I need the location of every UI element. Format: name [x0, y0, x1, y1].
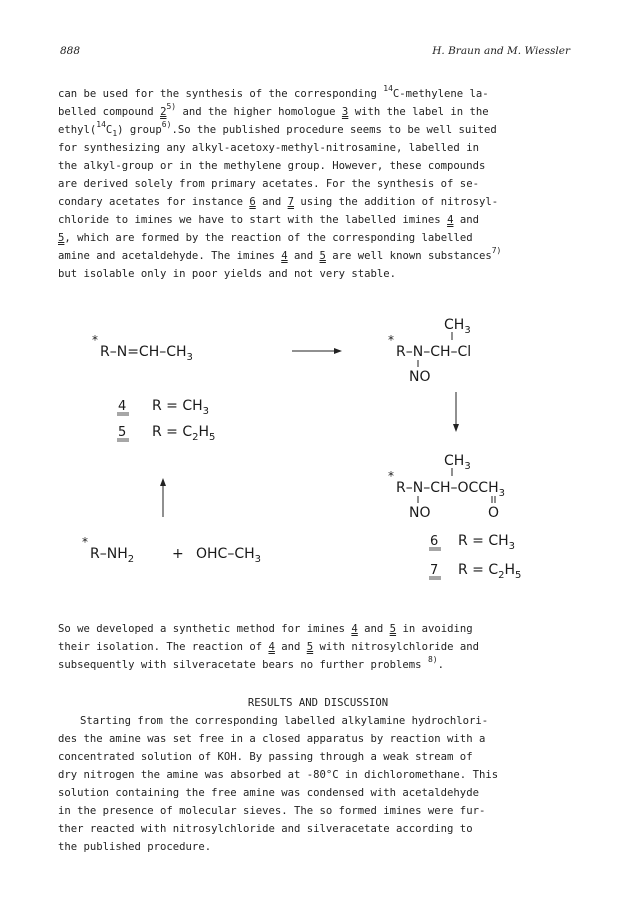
- results-paragraph: [58, 712, 578, 856]
- plus-sign: +: [172, 546, 184, 562]
- text-line: the alkyl-group or in the methylene group. However, these compounds: [58, 160, 486, 172]
- running-authors: H. Braun and M. Wiessler: [432, 45, 570, 57]
- page-number: 888: [60, 45, 81, 57]
- label-star: *: [388, 469, 394, 483]
- imine-formula: $R-N=CH-CH_3$: [100, 344, 193, 363]
- compound-ref: 4: [447, 214, 454, 226]
- compound-ref: 4: [268, 641, 275, 653]
- text-line: condary acetates for instance 6 and 7 using the addition of nitrosyl-: [58, 196, 499, 208]
- text-line: for synthesizing any alkyl-acetoxy-methyl-nitrosamine, labelled in: [58, 142, 479, 154]
- compound-ref: 6: [249, 196, 256, 208]
- text-line: Starting from the corresponding labelled alkylamine hydrochlori-: [80, 715, 489, 727]
- running-header: [60, 45, 570, 59]
- ch3-top: $CH_3$: [444, 317, 471, 336]
- text-line: can be used for the synthesis of the corresponding $^{14}$C-methylene la-: [58, 84, 489, 100]
- label-star: *: [92, 333, 98, 347]
- compound-ref: 4: [281, 250, 288, 262]
- arrow-up-icon: [160, 478, 166, 517]
- carbonyl-oxygen: O: [488, 505, 500, 521]
- text-line: but isolable only in poor yields and not very stable.: [58, 268, 397, 280]
- text-line: concentrated solution of KOH. By passing through a weak stream of: [58, 751, 473, 763]
- substituent-4: $R = CH_3$: [152, 398, 210, 417]
- compound-ref: 5: [58, 232, 65, 244]
- compound-ref: 5: [319, 250, 326, 262]
- acetate-formula: $R-N-CH-OCCH_3$: [396, 480, 505, 499]
- text-line: ther reacted with nitrosylchloride and silveracetate according to: [58, 823, 473, 835]
- text-line: in the presence of molecular sieves. The so formed imines were fur-: [58, 805, 486, 817]
- text-line: the published procedure.: [58, 841, 212, 853]
- compound-ref: 7: [287, 196, 295, 208]
- text-line: belled compound 2$^{5)}$ and the higher homologue 3 with the label in the: [58, 102, 489, 118]
- text-line: solution containing the free amine was condensed with acetaldehyde: [58, 787, 479, 799]
- intro-paragraph: [58, 85, 578, 283]
- compound-number-7: 7: [430, 563, 439, 578]
- text-line: 5, which are formed by the reaction of the corresponding labelled: [58, 232, 473, 244]
- compound-ref: 4: [351, 623, 358, 635]
- arrow-down-icon: [453, 392, 459, 432]
- compound-ref: 3: [341, 106, 349, 118]
- compound-number-5: 5: [118, 425, 127, 440]
- amine-formula: $R-NH_2$: [90, 546, 135, 565]
- text-line: their isolation. The reaction of 4 and 5 with nitrosylchloride and: [58, 641, 479, 653]
- text-line: subsequently with silveracetate bears no further problems $^{8)}$.: [58, 655, 444, 671]
- label-star: *: [82, 535, 88, 549]
- nitroso-chloride-formula: R–N–CH–Cl: [396, 344, 472, 360]
- substituent-5: $R = C_2H_5$: [152, 424, 216, 443]
- ch3-mid: $CH_3$: [444, 453, 471, 472]
- compound-ref: 2: [160, 106, 167, 118]
- arrow-right-icon: [292, 348, 342, 354]
- compound-ref: 5: [306, 641, 314, 653]
- text-line: des the amine was set free in a closed apparatus by reaction with a: [58, 733, 486, 745]
- text-line: $ethyl(^{14}C_1)$ group$^{6)}$.So the published procedure seems to be well suited: [58, 120, 497, 138]
- compound-ref: 5: [389, 623, 397, 635]
- text-line: are derived solely from primary acetates. For the synthesis of se-: [58, 178, 479, 190]
- method-paragraph: [58, 620, 578, 674]
- no-group: NO: [409, 369, 431, 385]
- no-group: NO: [409, 505, 431, 521]
- label-star: *: [388, 333, 394, 347]
- text-line: chloride to imines we have to start with the labelled imines 4 and: [58, 214, 479, 226]
- substituent-7: $R = C_2H_5$: [458, 562, 522, 581]
- text-line: amine and acetaldehyde. The imines 4 and 5 are well known substances$^{7)}$: [58, 246, 502, 262]
- section-heading: RESULTS AND DISCUSSION: [247, 697, 389, 709]
- aldehyde-formula: OHC–$CH_3$: [196, 546, 261, 565]
- compound-number-6: 6: [430, 534, 439, 549]
- text-line: So we developed a synthetic method for imines 4 and 5 in avoiding: [58, 623, 473, 635]
- text-line: dry nitrogen the amine was absorbed at -80°C in dichloromethane. This: [58, 769, 499, 781]
- compound-number-4: 4: [118, 399, 127, 414]
- substituent-6: $R = CH_3$: [458, 533, 516, 552]
